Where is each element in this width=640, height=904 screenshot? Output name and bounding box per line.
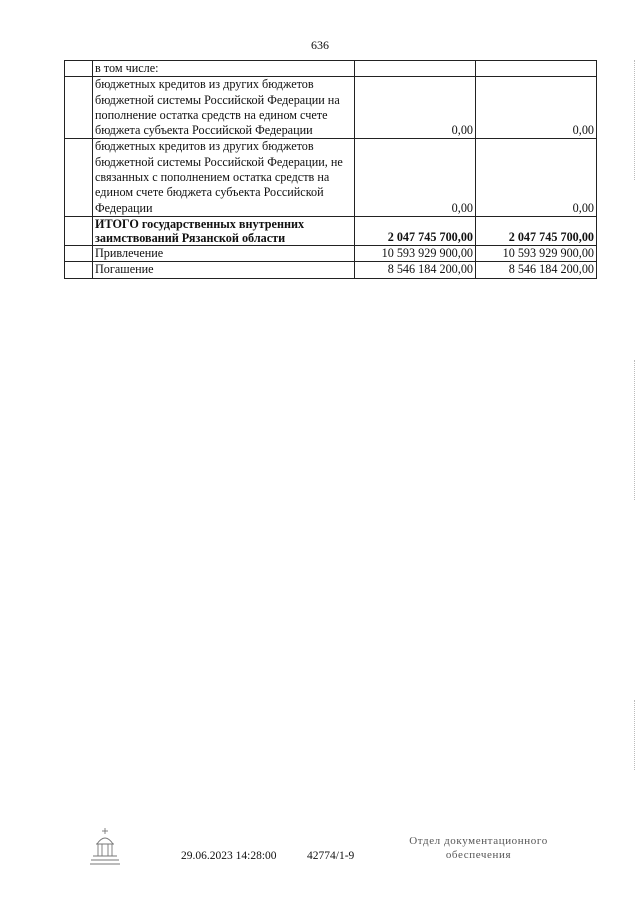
scan-margin-marks [634,60,638,180]
row-label: ИТОГО государственных внутренних заимствований Рязанской области [93,216,355,245]
table-cell-empty [65,216,93,245]
value-col2: 0,00 [476,77,597,139]
table-row [65,245,597,261]
emblem-logo [88,826,122,868]
footer-datetime: 29.06.2023 14:28:00 [181,850,277,862]
department-stamp [396,834,561,862]
row-label: в том числе: [93,61,355,77]
value-col1 [355,61,476,77]
value-col1: 10 593 929 900,00 [355,245,476,261]
table-row [65,262,597,278]
scan-margin-marks [634,360,638,500]
stamp-line: Отдел документационного [409,835,548,847]
borrowings-table [64,60,597,279]
value-col2: 2 047 745 700,00 [476,216,597,245]
value-col2: 8 546 184 200,00 [476,262,597,278]
stamp-line: обеспечения [445,849,512,861]
footer-doc-number: 42774/1-9 [307,850,355,862]
table-row-total [65,216,597,245]
table-row [65,139,597,216]
table-cell-empty [65,61,93,77]
row-label: Погашение [93,262,355,278]
value-col2: 10 593 929 900,00 [476,245,597,261]
row-label: бюджетных кредитов из других бюджетов бюджетной системы Российской Федерации на пополнение остатка средств на едином счете бюджета субъекта Российской Федерации [93,77,355,139]
row-label: Привлечение [93,245,355,261]
table-cell-empty [65,245,93,261]
row-label: бюджетных кредитов из других бюджетов бюджетной системы Российской Федерации, не связанных с пополнением остатка средств на едином счете бюджета субъекта Российской Федерации [93,139,355,216]
table-cell-empty [65,77,93,139]
table-cell-empty [65,262,93,278]
value-col1: 8 546 184 200,00 [355,262,476,278]
scan-margin-marks [634,700,638,770]
page-number: 636 [311,38,329,52]
table-row [65,77,597,139]
table-cell-empty [65,139,93,216]
table-row [65,61,597,77]
value-col1: 0,00 [355,77,476,139]
value-col2 [476,61,597,77]
value-col2: 0,00 [476,139,597,216]
value-col1: 0,00 [355,139,476,216]
value-col1: 2 047 745 700,00 [355,216,476,245]
